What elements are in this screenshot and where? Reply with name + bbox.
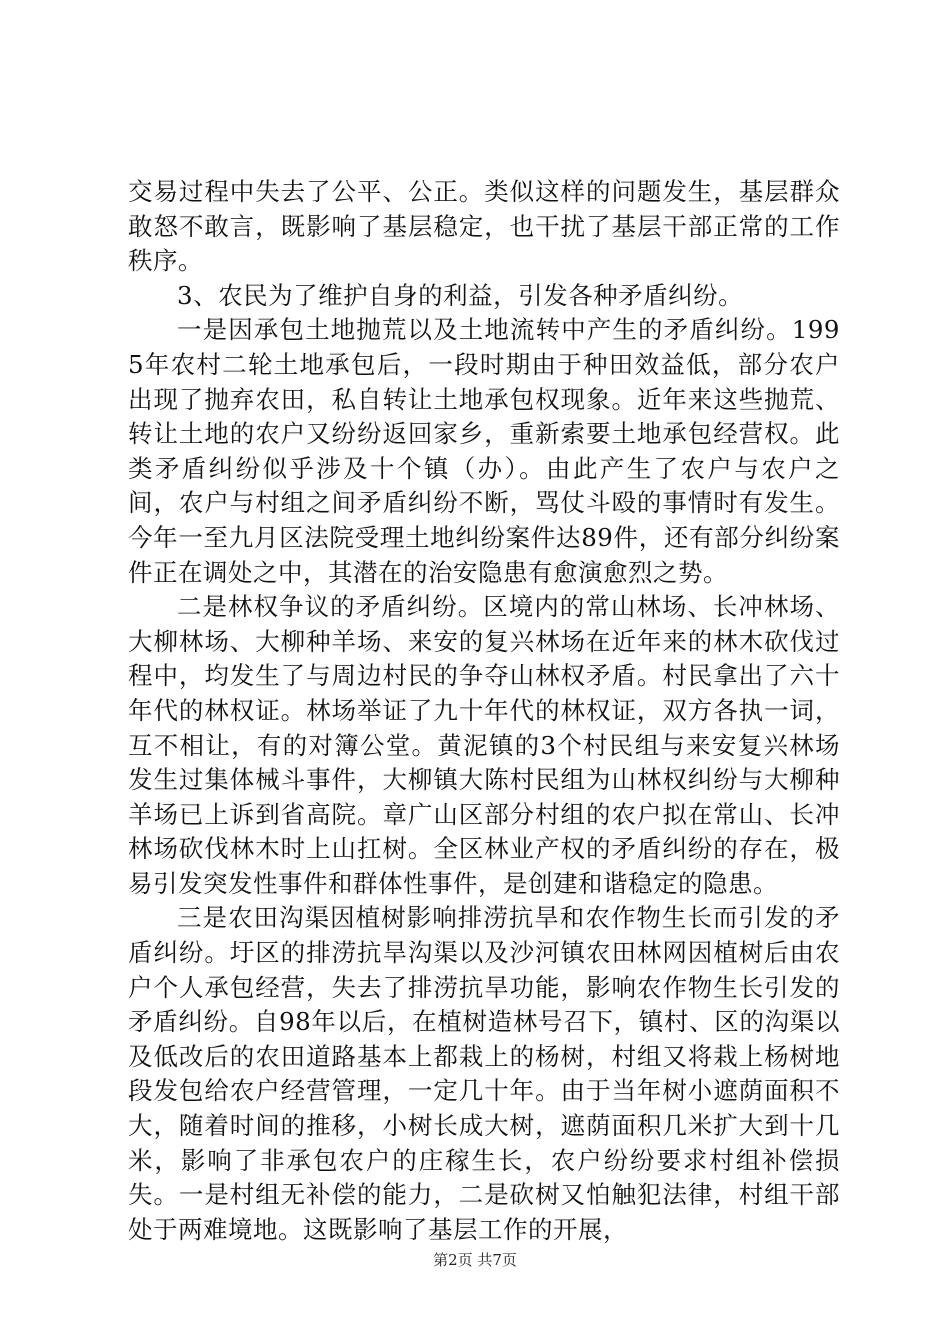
paragraph-continuation: 交易过程中失去了公平、公正。类似这样的问题发生，基层群众敢怒不敢言，既影响了基层稳定，也干扰了基层干部正常的工作秩序。 [128,177,840,276]
page-number-footer: 第2页 共7页 [433,1251,517,1269]
section-heading: 3、农民为了维护自身的利益，引发各种矛盾纠纷。 [177,280,744,310]
document-body [128,175,840,1247]
paragraph-forest-rights: 二是林权争议的矛盾纠纷。区境内的常山林场、长冲林场、大柳林场、大柳种羊场、来安的复兴林场在近年来的林木砍伐过程中，均发生了与周边村民的争夺山林权矛盾。村民拿出了六十年代的林权证。林场举证了九十年代的林权证，双方各执一词，互不相让，有的对簿公堂。黄泥镇的3个村民组与来安复兴林场发生过集体械斗事件，大柳镇大陈村民组为山林权纠纷与大柳种羊场已上诉到省高院。章广山区部分村组的农户拟在常山、长冲林场砍伐林木时上山扛树。全区林业产权的矛盾纠纷的存在，极易引发突发性事件和群体性事件，是创建和谐稳定的隐患。 [128,592,840,898]
paragraph-ditch-trees: 三是农田沟渠因植树影响排涝抗旱和农作物生长而引发的矛盾纠纷。圩区的排涝抗旱沟渠以及沙河镇农田林网因植树后由农户个人承包经营，失去了排涝抗旱功能，影响农作物生长引发的矛盾纠纷。自98年以后，在植树造林号召下，镇村、区的沟渠以及低改后的农田道路基本上都栽上的杨树，村组又将栽上杨树地段发包给农户经营管理，一定几十年。由于当年树小遮荫面积不大，随着时间的推移，小树长成大树，遮荫面积几米扩大到十几米，影响了非承包农户的庄稼生长，农户纷纷要求村组补偿损失。一是村组无补偿的能力，二是砍树又怕触犯法律，村组干部处于两难境地。这既影响了基层工作的开展， [128,903,840,1244]
paragraph-land-disputes: 一是因承包土地抛荒以及土地流转中产生的矛盾纠纷。1995年农村二轮土地承包后，一段时期由于种田效益低，部分农户出现了抛弃农田，私自转让土地承包权现象。近年来这些抛荒、转让土地的农户又纷纷返回家乡，重新索要土地承包经营权。此类矛盾纠纷似乎涉及十个镇（办）。由此产生了农户与农户之间，农户与村组之间矛盾纠纷不断，骂仗斗殴的事情时有发生。今年一至九月区法院受理土地纠纷案件达89件，还有部分纠纷案件正在调处之中，其潜在的治安隐患有愈演愈烈之势。 [128,315,840,587]
